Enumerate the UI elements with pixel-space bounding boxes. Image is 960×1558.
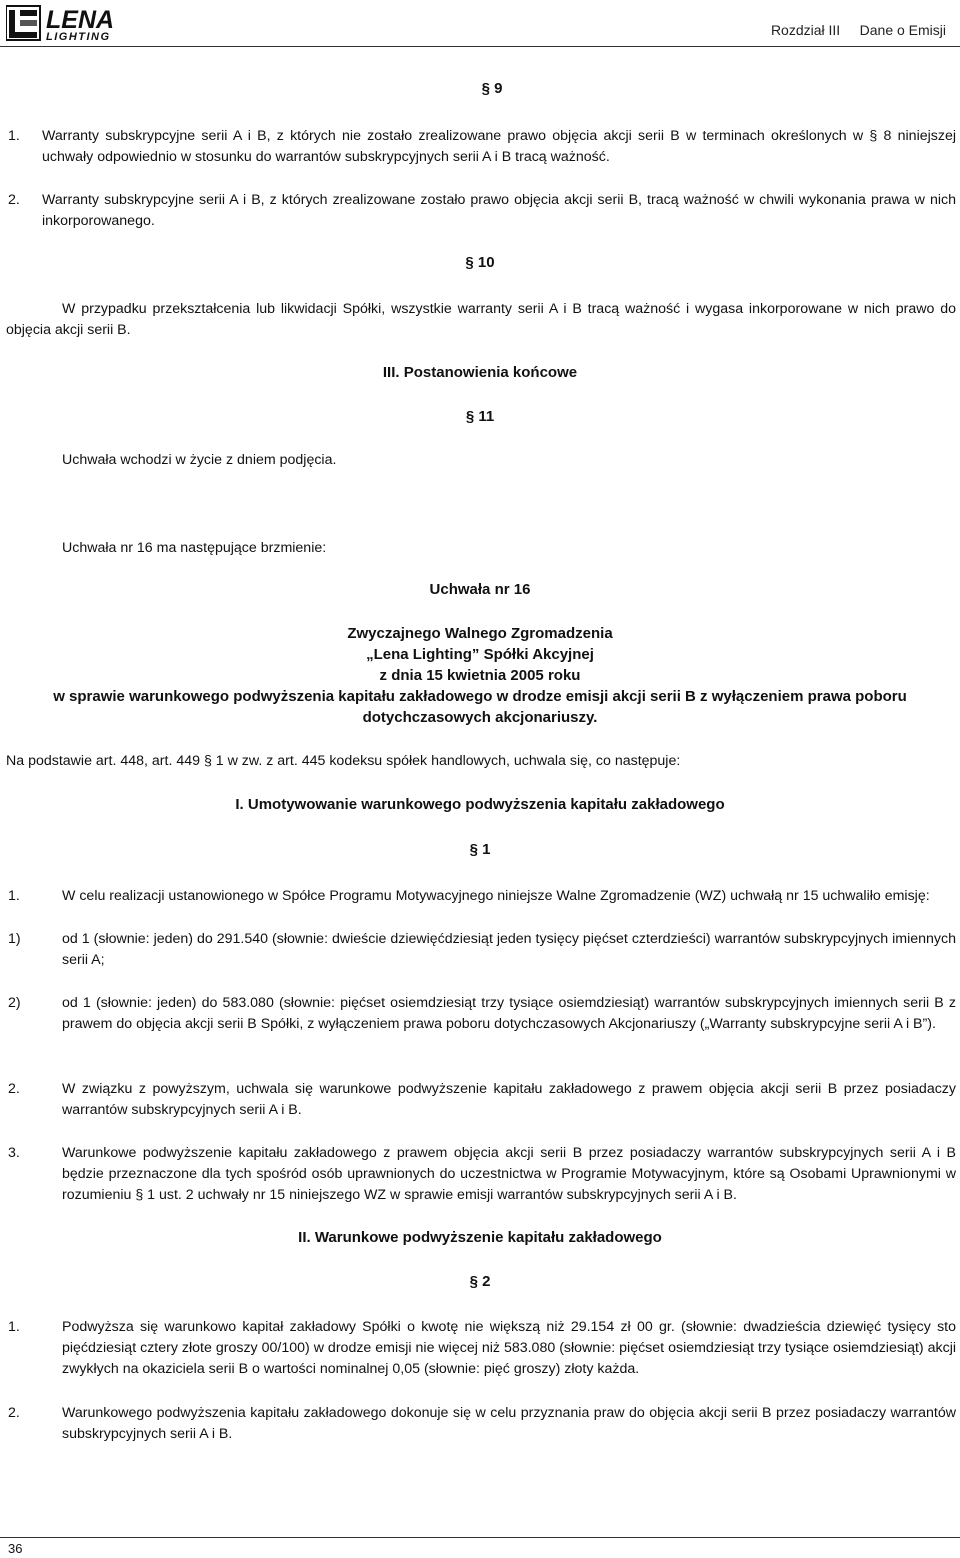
chapter-title: Rozdział III Dane o Emisji (770, 22, 946, 38)
header-divider (0, 46, 960, 47)
s2-paragraph-1: Podwyższa się warunkowo kapitał zakładowy Spółki o kwotę nie większą niż 29.154 zł 00 gr. (słownie: dwadzieścia dziewięć tysięcy sto pięćdziesiąt cztery złote groszy 00/100) w drodze emisji nie więcej niż 583.080 (słownie: pięćset osiemdziesiąt trzy tysiące osiemdziesiąt) akcji zwykłych na okaziciela serii B o wartości nominalnej 0,05 (słownie: pięć groszy) złoty każda. (62, 1319, 956, 1377)
s1-item-2: od 1 (słownie: jeden) do 583.080 (słownie: pięćset osiemdziesiąt trzy tysiące osiemdziesiąt) warrantów subskrypcyjnych imiennych serii B z prawem do objęcia akcji serii B Spółki, z wyłączeniem prawa poboru dotychczasowych Akcjonariuszy („Warranty subskrypcyjne serii A i B”). (62, 995, 956, 1032)
svg-text:LIGHTING: LIGHTING (46, 31, 111, 42)
s1-p1-number: 1. (8, 888, 20, 904)
page-number: 36 (8, 1541, 23, 1556)
s9-paragraph-2: Warranty subskrypcyjne serii A i B, z których zrealizowane zostało prawo objęcia akcji serii B, tracą ważność w chwili wykonania prawa w nich inkorporowanego. (42, 192, 956, 229)
section-11-mark: § 11 (465, 408, 495, 425)
s2-paragraph-2: Warunkowego podwyższenia kapitału zakładowego dokonuje się w celu przyznania praw do objęcia akcji serii B przez posiadaczy warrantów subskrypcyjnych serii A i B. (62, 1405, 956, 1442)
part-1-title: I. Umotywowanie warunkowego podwyższenia kapitału zakładowego (235, 796, 725, 813)
footer-divider (0, 1537, 960, 1538)
s1-paragraph-1: W celu realizacji ustanowionego w Spółce Programu Motywacyjnego niniejsze Walne Zgromadzenie (WZ) uchwałą nr 15 uchwaliło emisję: (62, 888, 930, 904)
s2-p1-number: 1. (8, 1319, 20, 1335)
company-logo (6, 4, 138, 42)
legal-basis: Na podstawie art. 448, art. 449 § 1 w zw. z art. 445 kodeksu spółek handlowych, uchwala się, co następuje: (6, 753, 681, 769)
s1-item-1-number: 1) (8, 931, 21, 947)
section-9-mark: § 9 (481, 80, 503, 97)
s1-paragraph-3: Warunkowe podwyższenie kapitału zakładowego z prawem objęcia akcji serii B przez posiadaczy warrantów subskrypcyjnych serii A i B będzie przeznaczone dla tych spośród osób uprawnionych do uczestnictwa w Programie Motywacyjnym, które są Osobami Uprawnionymi w rozumieniu § 1 ust. 2 uchwały nr 15 niniejszego WZ w sprawie emisji warrantów subskrypcyjnych serii A i B. (62, 1145, 956, 1203)
resolution-line-1: Zwyczajnego Walnego Zgromadzenia (347, 625, 613, 642)
s10-paragraph: W przypadku przekształcenia lub likwidacji Spółki, wszystkie warranty serii A i B tracą ważność i wygasa inkorporowane w nich prawo do objęcia akcji serii B. (6, 301, 956, 338)
section-10-mark: § 10 (465, 254, 495, 271)
resolution-title: Uchwała nr 16 (429, 581, 531, 598)
s9-p1-number: 1. (8, 128, 20, 144)
resolution-16-intro: Uchwała nr 16 ma następujące brzmienie: (62, 540, 327, 556)
resolution-line-2: „Lena Lighting” Spółki Akcyjnej (366, 646, 594, 663)
resolution-line-3: z dnia 15 kwietnia 2005 roku (379, 667, 581, 684)
section-2-mark: § 2 (469, 1273, 491, 1290)
part-2-title: II. Warunkowe podwyższenie kapitału zakładowego (298, 1229, 662, 1246)
s2-p2-number: 2. (8, 1405, 20, 1421)
s9-p2-number: 2. (8, 192, 20, 208)
section-1-mark: § 1 (469, 841, 491, 858)
svg-text:LENA: LENA (46, 6, 115, 34)
s9-paragraph-1: Warranty subskrypcyjne serii A i B, z których nie zostało zrealizowane prawo objęcia akcji serii B w terminach określonych w § 8 niniejszej uchwały odpowiednio w stosunku do warrantów subskrypcyjnych serii A i B tracą ważność. (42, 128, 956, 165)
part-3-title: III. Postanowienia końcowe (382, 364, 578, 381)
s1-p2-number: 2. (8, 1081, 20, 1097)
s1-item-2-number: 2) (8, 995, 21, 1011)
s1-paragraph-2: W związku z powyższym, uchwala się warunkowe podwyższenie kapitału zakładowego z prawem objęcia akcji serii B przez posiadaczy warrantów subskrypcyjnych serii A i B. (62, 1081, 956, 1118)
s1-item-1: od 1 (słownie: jeden) do 291.540 (słownie: dwieście dziewięćdziesiąt jeden tysięcy pięćset czterdzieści) warrantów subskrypcyjnych imiennych serii A; (62, 931, 956, 968)
s11-paragraph: Uchwała wchodzi w życie z dniem podjęcia. (62, 452, 337, 468)
s1-p3-number: 3. (8, 1145, 20, 1161)
resolution-line-4: w sprawie warunkowego podwyższenia kapitału zakładowego w drodze emisji akcji serii B z wyłączeniem prawa poboru (53, 688, 907, 705)
resolution-line-5: dotychczasowych akcjonariuszy. (362, 709, 598, 726)
lena-lighting-logo-icon (6, 4, 138, 42)
